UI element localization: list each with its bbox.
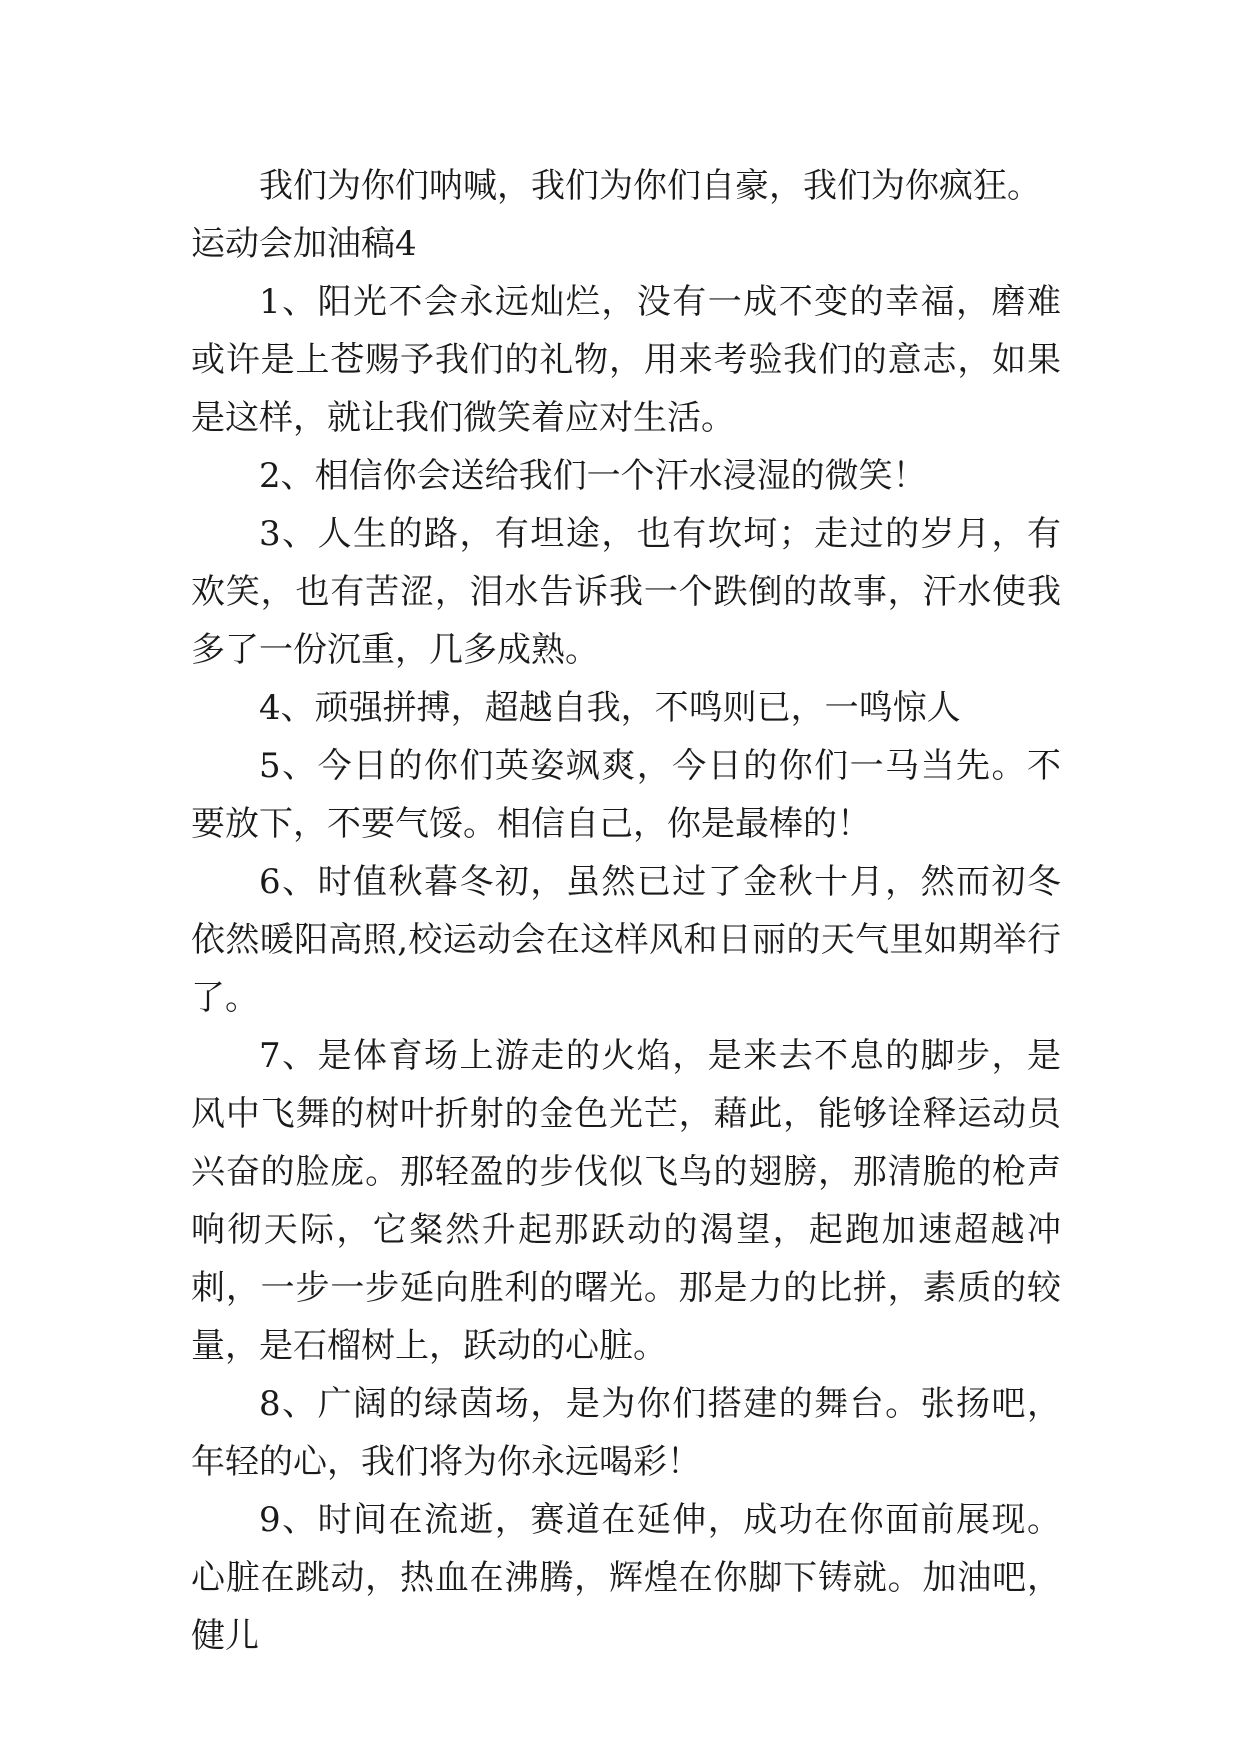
paragraph-5: 5、今日的你们英姿飒爽，今日的你们一马当先。不要放下，不要气馁。相信自己，你是最棒的！ [191, 746, 1061, 844]
paragraph-2: 2、相信你会送给我们一个汗水浸湿的微笑！ [259, 456, 927, 496]
intro-paragraph: 我们为你们呐喊，我们为你们自豪，我们为你疯狂。 [259, 166, 1041, 206]
paragraph-3: 3、人生的路，有坦途，也有坎坷；走过的岁月，有欢笑，也有苦涩，泪水告诉我一个跌倒的故事，汗水使我多了一份沉重，几多成熟。 [191, 514, 1061, 670]
section-title: 运动会加油稿4 [191, 224, 417, 264]
paragraph-6: 6、时值秋暮冬初，虽然已过了金秋十月，然而初冬依然暖阳高照,校运动会在这样风和日丽的天气里如期举行了。 [191, 862, 1061, 1018]
paragraph-9: 9、时间在流逝，赛道在延伸，成功在你面前展现。心脏在跳动，热血在沸腾，辉煌在你脚下铸就。加油吧，健儿 [191, 1500, 1061, 1656]
paragraph-8: 8、广阔的绿茵场，是为你们搭建的舞台。张扬吧，年轻的心，我们将为你永远喝彩！ [191, 1384, 1061, 1482]
paragraph-7: 7、是体育场上游走的火焰，是来去不息的脚步，是风中飞舞的树叶折射的金色光芒，藉此，能够诠释运动员兴奋的脸庞。那轻盈的步伐似飞鸟的翅膀，那清脆的枪声响彻天际，它粲然升起那跃动的渴望，起跑加速超越冲刺，一步一步延向胜利的曙光。那是力的比拼，素质的较量，是石榴树上，跃动的心脏。 [191, 1036, 1061, 1366]
paragraph-4: 4、顽强拼搏，超越自我，不鸣则已，一鸣惊人 [259, 688, 961, 728]
document-body [191, 157, 1061, 1665]
paragraph-1: 1、阳光不会永远灿烂，没有一成不变的幸福，磨难或许是上苍赐予我们的礼物，用来考验我们的意志，如果是这样，就让我们微笑着应对生活。 [191, 282, 1061, 438]
